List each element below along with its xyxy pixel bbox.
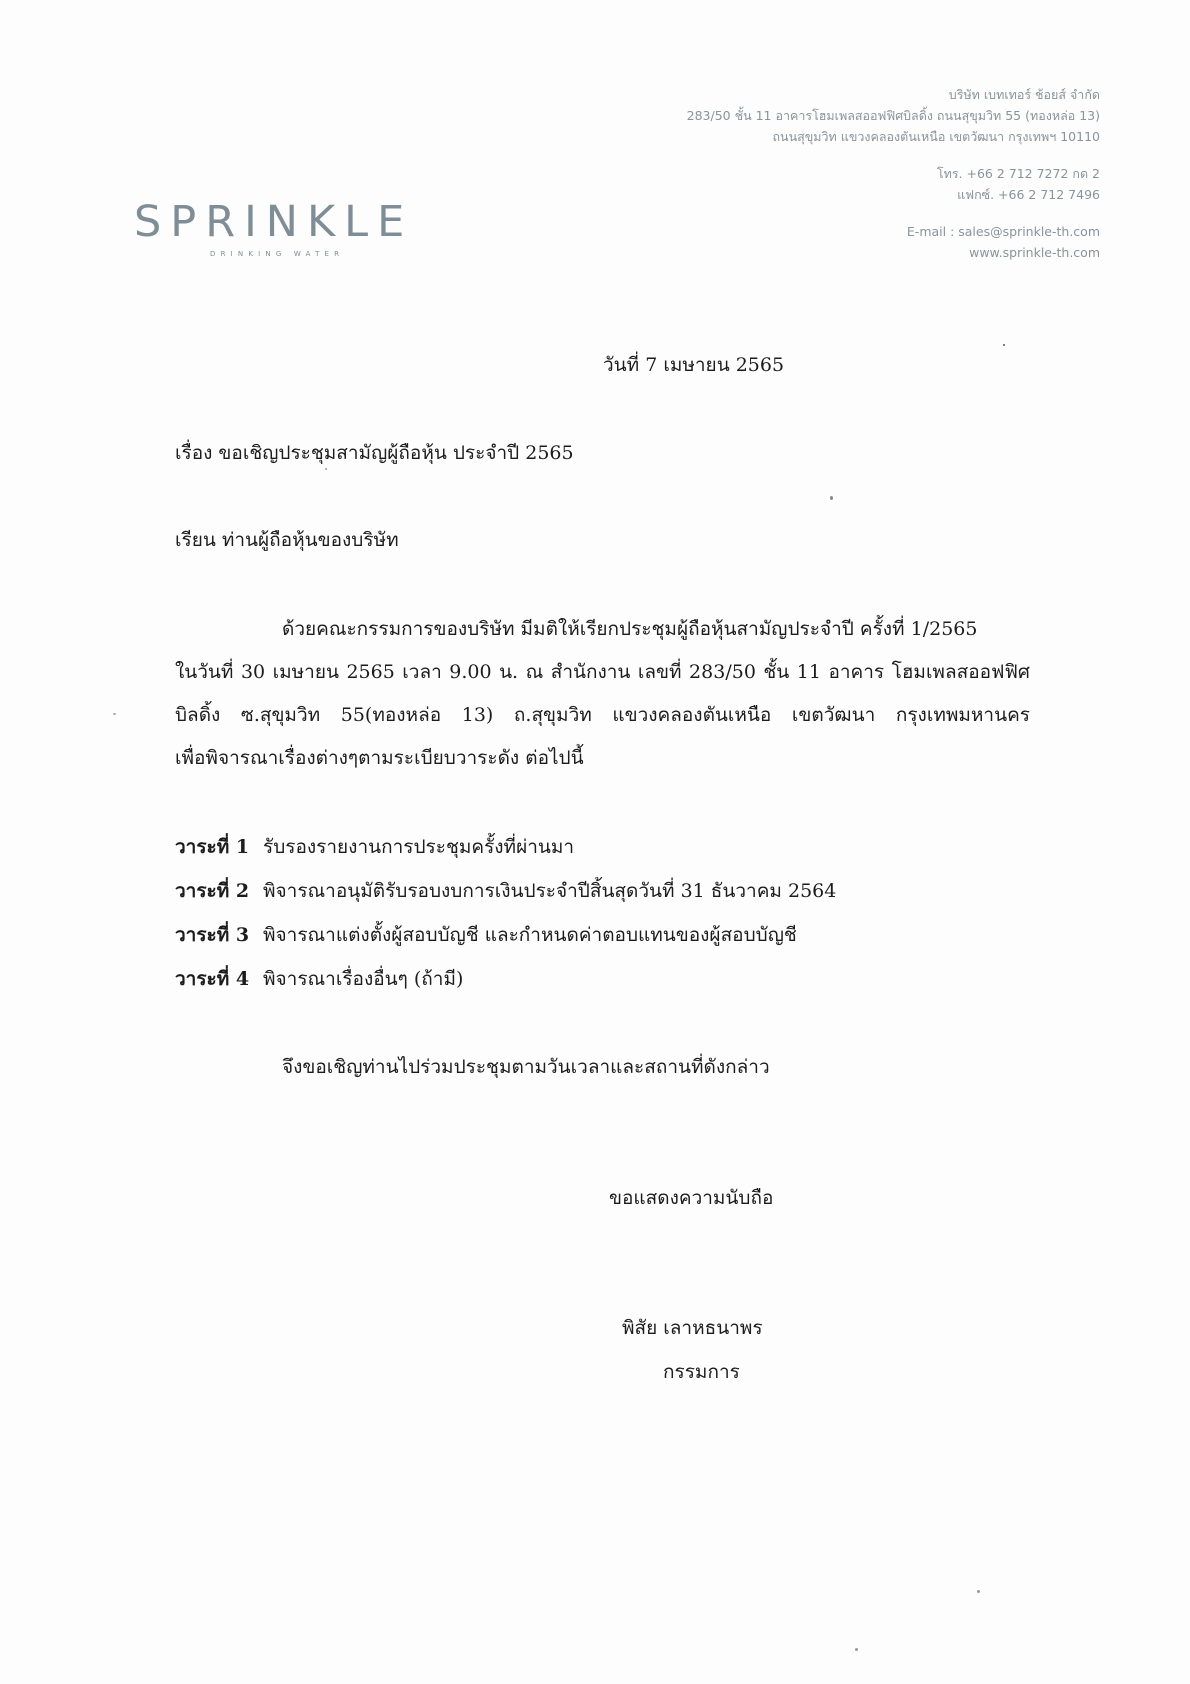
agenda-number: วาระที่ 2 — [175, 880, 250, 902]
scan-speck — [113, 713, 116, 715]
agenda-text: พิจารณาแต่งตั้งผู้สอบบัญชี และกำหนดค่าตอบแทนของผู้สอบบัญชี — [263, 924, 797, 946]
scan-speck — [830, 496, 833, 500]
company-website: www.sprinkle-th.com — [969, 245, 1100, 260]
agenda-number: วาระที่ 4 — [175, 968, 250, 990]
agenda-number: วาระที่ 1 — [175, 836, 250, 858]
paragraph-line-3: บิลดิ้ง ซ.สุขุมวิท 55(ทองหล่อ 13) ถ.สุขุมวิท แขวงคลองตันเหนือ เขตวัฒนา กรุงเทพมหานคร — [175, 704, 1030, 726]
scan-speck — [325, 468, 327, 470]
paragraph-line-1: ด้วยคณะกรรมการของบริษัท มีมติให้เรียกประชุมผู้ถือหุ้นสามัญประจำปี ครั้งที่ 1/2565 — [282, 618, 978, 640]
company-logo — [134, 197, 414, 258]
agenda-text: รับรองรายงานการประชุมครั้งที่ผ่านมา — [263, 836, 575, 858]
agenda-item — [175, 964, 463, 994]
logo-wordmark: SPRINKLE — [134, 197, 414, 247]
company-contact-block — [687, 84, 1100, 263]
agenda-item — [175, 832, 574, 862]
scan-speck — [855, 1648, 858, 1651]
company-address-line2: ถนนสุขุมวิท แขวงคลองตันเหนือ เขตวัฒนา กรุงเทพฯ 10110 — [772, 129, 1100, 144]
letter-salutation: เรียน ท่านผู้ถือหุ้นของบริษัท — [175, 529, 399, 551]
scan-speck — [977, 1590, 980, 1593]
company-fax: แฟกซ์. +66 2 712 7496 — [957, 187, 1100, 202]
company-email: E-mail : sales@sprinkle-th.com — [906, 224, 1100, 239]
letter-subject: เรื่อง ขอเชิญประชุมสามัญผู้ถือหุ้น ประจำปี 2565 — [175, 442, 574, 464]
logo-tagline: DRINKING WATER — [210, 250, 345, 258]
company-tel: โทร. +66 2 712 7272 กด 2 — [936, 166, 1100, 181]
invitation-text: จึงขอเชิญท่านไปร่วมประชุมตามวันเวลาและสถานที่ดังกล่าว — [282, 1056, 770, 1078]
agenda-text: พิจารณาอนุมัติรับรอบงบการเงินประจำปีสิ้นสุดวันที่ 31 ธันวาคม 2564 — [263, 880, 837, 902]
signer-title: กรรมการ — [663, 1361, 740, 1383]
paragraph-line-4: เพื่อพิจารณาเรื่องต่างๆตามระเบียบวาระดัง ต่อไปนี้ — [175, 747, 584, 769]
company-address-line1: 283/50 ชั้น 11 อาคารโฮมเพลสออฟฟิศบิลดิ้ง ถนนสุขุมวิท 55 (ทองหล่อ 13) — [686, 108, 1100, 123]
scan-speck — [1003, 344, 1005, 346]
company-name: บริษัท เบทเทอร์ ช้อยส์ จำกัด — [948, 87, 1100, 102]
agenda-number: วาระที่ 3 — [175, 924, 250, 946]
agenda-item — [175, 920, 797, 950]
letter-date: วันที่ 7 เมษายน 2565 — [603, 354, 785, 376]
agenda-text: พิจารณาเรื่องอื่นๆ (ถ้ามี) — [263, 968, 464, 990]
paragraph-line-2: ในวันที่ 30 เมษายน 2565 เวลา 9.00 น. ณ สำนักงาน เลขที่ 283/50 ชั้น 11 อาคาร โฮมเพลสออฟฟิศ — [175, 661, 1030, 683]
closing-text: ขอแสดงความนับถือ — [609, 1187, 774, 1209]
signer-name: พิสัย เลาหธนาพร — [622, 1317, 763, 1339]
agenda-item — [175, 876, 836, 906]
